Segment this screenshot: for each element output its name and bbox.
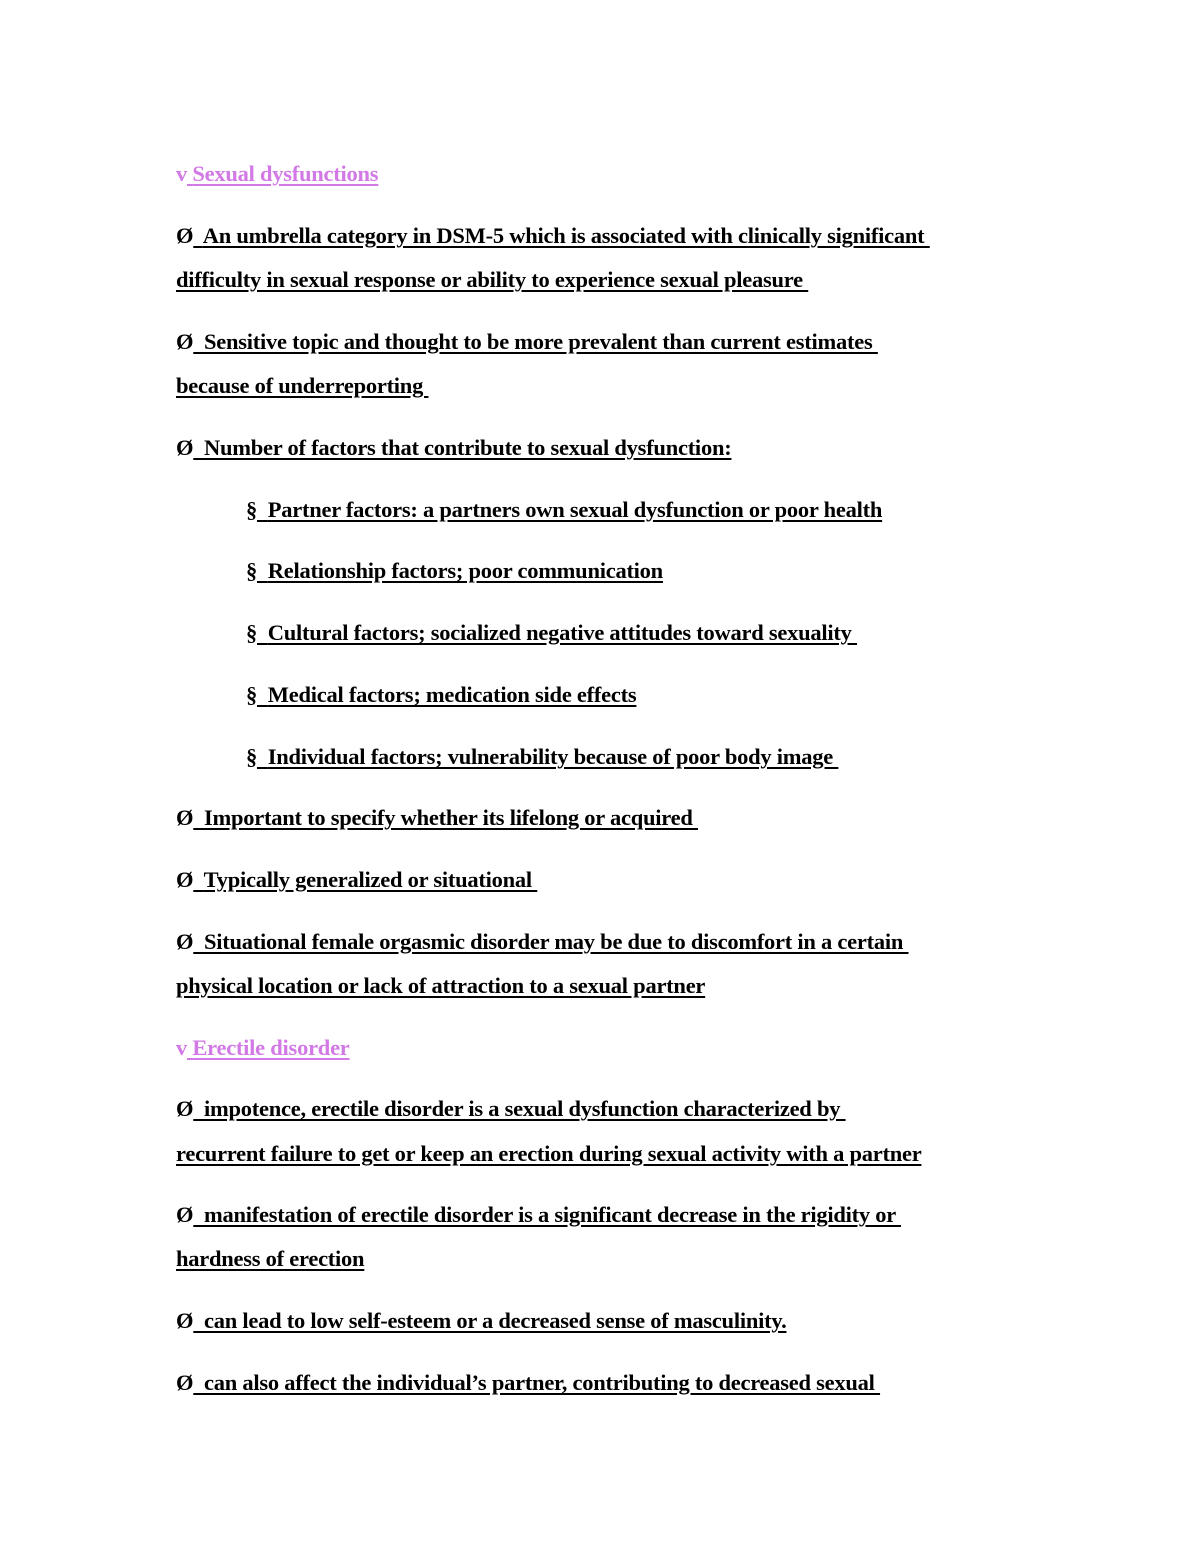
section-heading-erectile-disorder (176, 1034, 350, 1062)
sub-bullet-marker-icon: § (246, 558, 257, 583)
bullet-marker-icon: Ø (176, 435, 194, 460)
heading-marker-icon: v (176, 161, 187, 186)
bullet-text: hardness of erection (176, 1246, 365, 1271)
bullet-line (176, 804, 698, 832)
bullet-marker-icon: Ø (176, 805, 194, 830)
heading-text: Sexual dysfunctions (192, 161, 379, 186)
bullet-text: Situational female orgasmic disorder may be due to discomfort in a certain (204, 929, 909, 954)
bullet-text: Important to specify whether its lifelong or acquired (204, 805, 698, 830)
bullet-line (176, 866, 537, 894)
sub-bullet-line (246, 743, 838, 771)
bullet-marker-icon: Ø (176, 867, 194, 892)
bullet-text: difficulty in sexual response or ability to experience sexual pleasure (176, 267, 809, 292)
bullet-continuation-line (176, 372, 428, 400)
sub-bullet-marker-icon: § (246, 682, 257, 707)
bullet-continuation-line (176, 972, 705, 1000)
sub-bullet-text: Cultural factors; socialized negative attitudes toward sexuality (267, 620, 858, 645)
sub-bullet-marker-icon: § (246, 497, 257, 522)
bullet-text: Number of factors that contribute to sexual dysfunction: (204, 435, 732, 460)
bullet-text: impotence, erectile disorder is a sexual dysfunction characterized by (204, 1096, 846, 1121)
bullet-marker-icon: Ø (176, 1096, 194, 1121)
sub-bullet-line (246, 619, 857, 647)
sub-bullet-line (246, 496, 882, 524)
bullet-text: manifestation of erectile disorder is a significant decrease in the rigidity or (204, 1202, 902, 1227)
heading-text: Erectile disorder (192, 1035, 350, 1060)
sub-bullet-line (246, 557, 663, 585)
sub-bullet-marker-icon: § (246, 620, 257, 645)
bullet-text: Typically generalized or situational (203, 867, 538, 892)
bullet-line (176, 1369, 880, 1397)
bullet-marker-icon: Ø (176, 929, 194, 954)
sub-bullet-text: Partner factors: a partners own sexual dysfunction or poor health (267, 497, 883, 522)
sub-bullet-text: Relationship factors; poor communication (267, 558, 663, 583)
bullet-marker-icon: Ø (176, 329, 194, 354)
bullet-marker-icon: Ø (176, 1308, 194, 1333)
bullet-text: An umbrella category in DSM-5 which is associated with clinically significant (202, 223, 930, 248)
bullet-text: recurrent failure to get or keep an erection during sexual activity with a partner (176, 1141, 922, 1166)
bullet-text: because of underreporting (176, 373, 429, 398)
bullet-line (176, 328, 878, 356)
bullet-text: can lead to low self-esteem or a decreased sense of masculinity. (204, 1308, 787, 1333)
section-heading-sexual-dysfunctions (176, 160, 378, 188)
bullet-line (176, 222, 930, 250)
bullet-text: can also affect the individual’s partner, contributing to decreased sexual (204, 1370, 881, 1395)
heading-marker-icon: v (176, 1035, 187, 1060)
bullet-continuation-line (176, 266, 808, 294)
bullet-line (176, 1201, 901, 1229)
bullet-line (176, 1095, 846, 1123)
sub-bullet-line (246, 681, 636, 709)
bullet-text: Sensitive topic and thought to be more prevalent than current estimates (204, 329, 878, 354)
sub-bullet-text: Individual factors; vulnerability because of poor body image (267, 744, 839, 769)
bullet-line (176, 434, 731, 462)
sub-bullet-text: Medical factors; medication side effects (267, 682, 637, 707)
bullet-continuation-line (176, 1245, 364, 1273)
bullet-line (176, 928, 909, 956)
bullet-continuation-line (176, 1140, 921, 1168)
sub-bullet-marker-icon: § (246, 744, 257, 769)
bullet-marker-icon: Ø (176, 1370, 194, 1395)
bullet-marker-icon: Ø (176, 1202, 194, 1227)
bullet-marker-icon: Ø (176, 223, 194, 248)
bullet-text: physical location or lack of attraction to a sexual partner (176, 973, 706, 998)
bullet-line (176, 1307, 786, 1335)
